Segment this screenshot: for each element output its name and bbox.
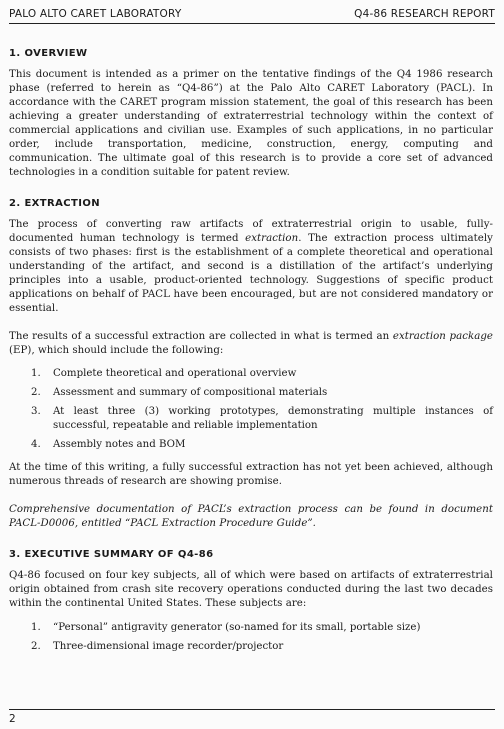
list-text: At least three (3) working prototypes, demonstrating multiple instances of successful, repeatable and reliable implementation bbox=[53, 406, 493, 431]
section-heading: 2. EXTRACTION bbox=[9, 198, 100, 209]
list-text: Three-dimensional image recorder/projector bbox=[53, 641, 284, 652]
list-text: “Personal” antigravity generator (so-named for its small, portable size) bbox=[53, 622, 421, 633]
list-item bbox=[9, 640, 493, 654]
list-item bbox=[9, 405, 493, 433]
list-number: 1. bbox=[31, 622, 41, 633]
emphasized-term: extraction package bbox=[392, 331, 493, 342]
list-item bbox=[9, 621, 493, 635]
section-overview bbox=[9, 48, 493, 180]
list-number: 2. bbox=[31, 641, 41, 652]
text-run: The results of a successful extraction are collected in what is termed an bbox=[9, 331, 393, 342]
page-number: 2 bbox=[9, 713, 16, 725]
list-text: Complete theoretical and operational overview bbox=[53, 368, 297, 379]
subjects-list bbox=[9, 621, 493, 654]
paragraph: Q4-86 focused on four key subjects, all of which were based on artifacts of extraterrestrial origin obtained from crash site recovery operations conducted during the last two decades within the continental United States. These subjects are: bbox=[9, 570, 493, 609]
emphasized-term: extraction bbox=[245, 233, 299, 244]
paragraph bbox=[9, 330, 493, 358]
text-run: The process of converting raw artifacts of extraterrestrial origin to usable, fully-documented human technology is termed bbox=[9, 219, 493, 244]
footer-rule bbox=[9, 709, 495, 710]
header-report-title: Q4-86 RESEARCH REPORT bbox=[354, 8, 495, 20]
extraction-package-list bbox=[9, 367, 493, 452]
section-executive-summary bbox=[9, 549, 493, 654]
text-run: . The extraction process ultimately consists of two phases: first is the establishment of a complete theoretical and operational understanding of the artifact, and second is a distillation of the artifact’s underlying principles into a usable, product-oriented technology. Suggestions of specific product applications on behalf of PACL have been encouraged, but are not considered mandatory or essential. bbox=[9, 233, 493, 314]
section-heading: 3. EXECUTIVE SUMMARY OF Q4-86 bbox=[9, 549, 214, 560]
paragraph bbox=[9, 218, 493, 316]
list-number: 3. bbox=[31, 406, 41, 417]
list-text: Assessment and summary of compositional materials bbox=[53, 387, 328, 398]
document-body bbox=[9, 48, 493, 659]
list-number: 2. bbox=[31, 387, 41, 398]
list-item bbox=[9, 386, 493, 400]
list-number: 1. bbox=[31, 368, 41, 379]
text-run: (EP), which should include the following: bbox=[9, 345, 224, 356]
list-text: Assembly notes and BOM bbox=[53, 439, 186, 450]
documentation-note: Comprehensive documentation of PACL’s extraction process can be found in document PACL-D0006, entitled “PACL Extraction Procedure Guide”. bbox=[9, 504, 493, 529]
running-header bbox=[9, 4, 495, 24]
list-item bbox=[9, 438, 493, 452]
paragraph: At the time of this writing, a fully successful extraction has not yet been achieved, although numerous threads of research are showing promise. bbox=[9, 462, 493, 487]
header-lab-name: PALO ALTO CARET LABORATORY bbox=[9, 8, 182, 20]
section-heading: 1. OVERVIEW bbox=[9, 48, 88, 59]
paragraph: This document is intended as a primer on the tentative findings of the Q4 1986 research phase (referred to herein as “Q4-86”) at the Palo Alto CARET Laboratory (PACL). In accordance with the CARET program mission statement, the goal of this research has been achieving a greater understanding of extraterrestrial technology within the context of commercial applications and civilian use. Examples of such applications, in no particular order, include transportation, medicine, construction, energy, computing and communication. The ultimate goal of this research is to provide a core set of advanced technologies in a condition suitable for patent review. bbox=[9, 69, 493, 178]
list-item bbox=[9, 367, 493, 381]
list-number: 4. bbox=[31, 439, 41, 450]
section-extraction bbox=[9, 198, 493, 531]
